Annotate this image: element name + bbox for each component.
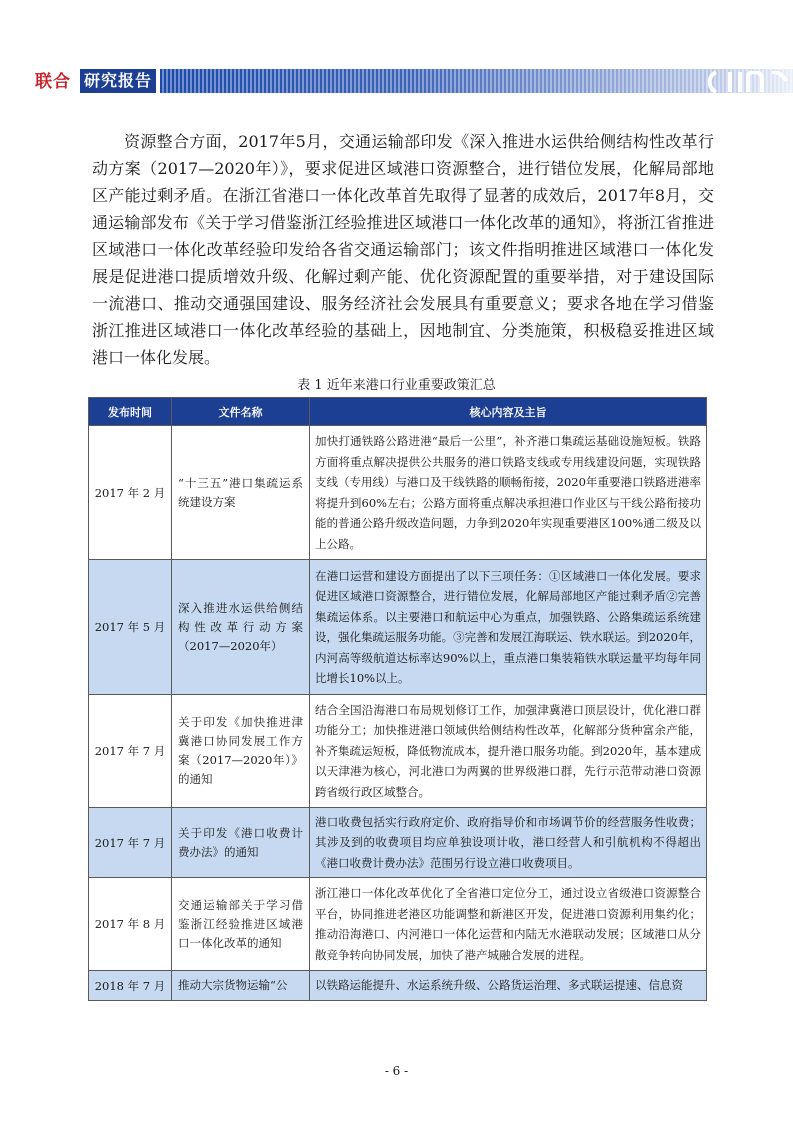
table-header-row <box>89 398 707 426</box>
cell-date: 2017 年 2 月 <box>89 426 172 560</box>
cell-core-content: 浙江港口一体化改革优化了全省港口定位分工，通过设立省级港口资源整合平台，协同推进老港区功能调整和新港区开发，促进港口资源利用集约化；推动沿海港口、内河港口一体化运营和内陆无水港联动发展；区域港口从分散竞争转向协同发展，加快了港产城融合发展的进程。 <box>310 878 707 971</box>
cell-doc-name: 关于印发《加快推进津冀港口协同发展工作方案（2017—2020年）》的通知 <box>172 695 310 808</box>
header-band-fade <box>160 69 793 93</box>
col-header-name: 文件名称 <box>172 398 310 426</box>
cell-doc-name: 深入推进水运供给侧结构性改革行动方案（2017—2020年） <box>172 560 310 695</box>
brand-secondary: 研究报告 <box>80 69 156 93</box>
table-row <box>89 426 707 560</box>
logo-mark-icon <box>702 71 792 93</box>
cell-doc-name: 推动大宗货物运输“公 <box>172 971 310 1001</box>
col-header-core: 核心内容及主旨 <box>310 398 707 426</box>
col-header-date: 发布时间 <box>89 398 172 426</box>
table-row <box>89 808 707 878</box>
policy-table <box>88 397 707 1001</box>
body-paragraph: 资源整合方面，2017年5月，交通运输部印发《深入推进水运供给侧结构性改革行动方案（2017—2020年）》，要求促进区域港口资源整合，进行错位发展，化解局部地区产能过剩矛盾。在浙江省港口一体化改革首先取得了显著的成效后，2017年8月，交通运输部发布《关于学习借鉴浙江经验推进区域港口一体化改革的通知》，将浙江省推进区域港口一体化改革经验印发给各省交通运输部门；该文件指明推进区域港口一体化发展是促进港口提质增效升级、化解过剩产能、优化资源配置的重要举措，对于建设国际一流港口、推动交通强国建设、服务经济社会发展具有重要意义；要求各地在学习借鉴浙江推进区域港口一体化改革经验的基础上，因地制宜、分类施策，积极稳妥推进区域港口一体化发展。 <box>92 132 714 367</box>
cell-date: 2017 年 7 月 <box>89 695 172 808</box>
header-band <box>160 69 793 93</box>
cell-doc-name: 交通运输部关于学习借鉴浙江经验推进区域港口一体化改革的通知 <box>172 878 310 971</box>
cell-core-content: 港口收费包括实行政府定价、政府指导价和市场调节价的经营服务性收费；其涉及到的收费项目均应单独设项计收，港口经营人和引航机构不得超出《港口收费计费办法》范围另行设立港口收费项目。 <box>310 808 707 878</box>
cell-date: 2018 年 7 月 <box>89 971 172 1001</box>
table-caption: 表 1 近年来港口行业重要政策汇总 <box>297 378 496 393</box>
cell-core-content: 以铁路运能提升、水运系统升级、公路货运治理、多式联运提速、信息资 <box>310 971 707 1001</box>
cell-date: 2017 年 5 月 <box>89 560 172 695</box>
table-row <box>89 695 707 808</box>
cell-doc-name: “十三五”港口集疏运系统建设方案 <box>172 426 310 560</box>
cell-date: 2017 年 8 月 <box>89 878 172 971</box>
brand-primary: 联合 <box>35 72 71 92</box>
table-row <box>89 971 707 1001</box>
cell-core-content: 在港口运营和建设方面提出了以下三项任务：①区域港口一体化发展。要求促进区域港口资源整合，进行错位发展，化解局部地区产能过剩矛盾②完善集疏运体系。以主要港口和航运中心为重点，加强铁路、公路集疏运系统建设，强化集疏运服务功能。③完善和发展江海联运、铁水联运。到2020年，内河高等级航道达标率达90%以上，重点港口集装箱铁水联运量平均每年同比增长10%以上。 <box>310 560 707 695</box>
table-row <box>89 878 707 971</box>
cell-date: 2017 年 7 月 <box>89 808 172 878</box>
cell-core-content: 结合全国沿海港口布局规划修订工作，加强津冀港口顶层设计，优化港口群功能分工；加快推进港口领域供给侧结构性改革，化解部分货种富余产能，补齐集疏运短板，降低物流成本，提升港口服务功能。到2020年，基本建成以天津港为核心，河北港口为两翼的世界级港口群，先行示范带动港口资源跨省级行政区域整合。 <box>310 695 707 808</box>
page-number: - 6 - <box>384 1064 409 1078</box>
report-header <box>0 68 793 96</box>
cell-core-content: 加快打通铁路公路进港“最后一公里”，补齐港口集疏运基础设施短板。铁路方面将重点解决提供公共服务的港口铁路支线或专用线建设问题，实现铁路支线（专用线）与港口及干线铁路的顺畅衔接，2020年重要港口铁路进港率将提升到60%左右；公路方面将重点解决承担港口作业区与干线公路衔接功能的普通公路升级改造问题，力争到2020年实现重要港区100%通二级及以上公路。 <box>310 426 707 560</box>
table-row <box>89 560 707 695</box>
cell-doc-name: 关于印发《港口收费计费办法》的通知 <box>172 808 310 878</box>
